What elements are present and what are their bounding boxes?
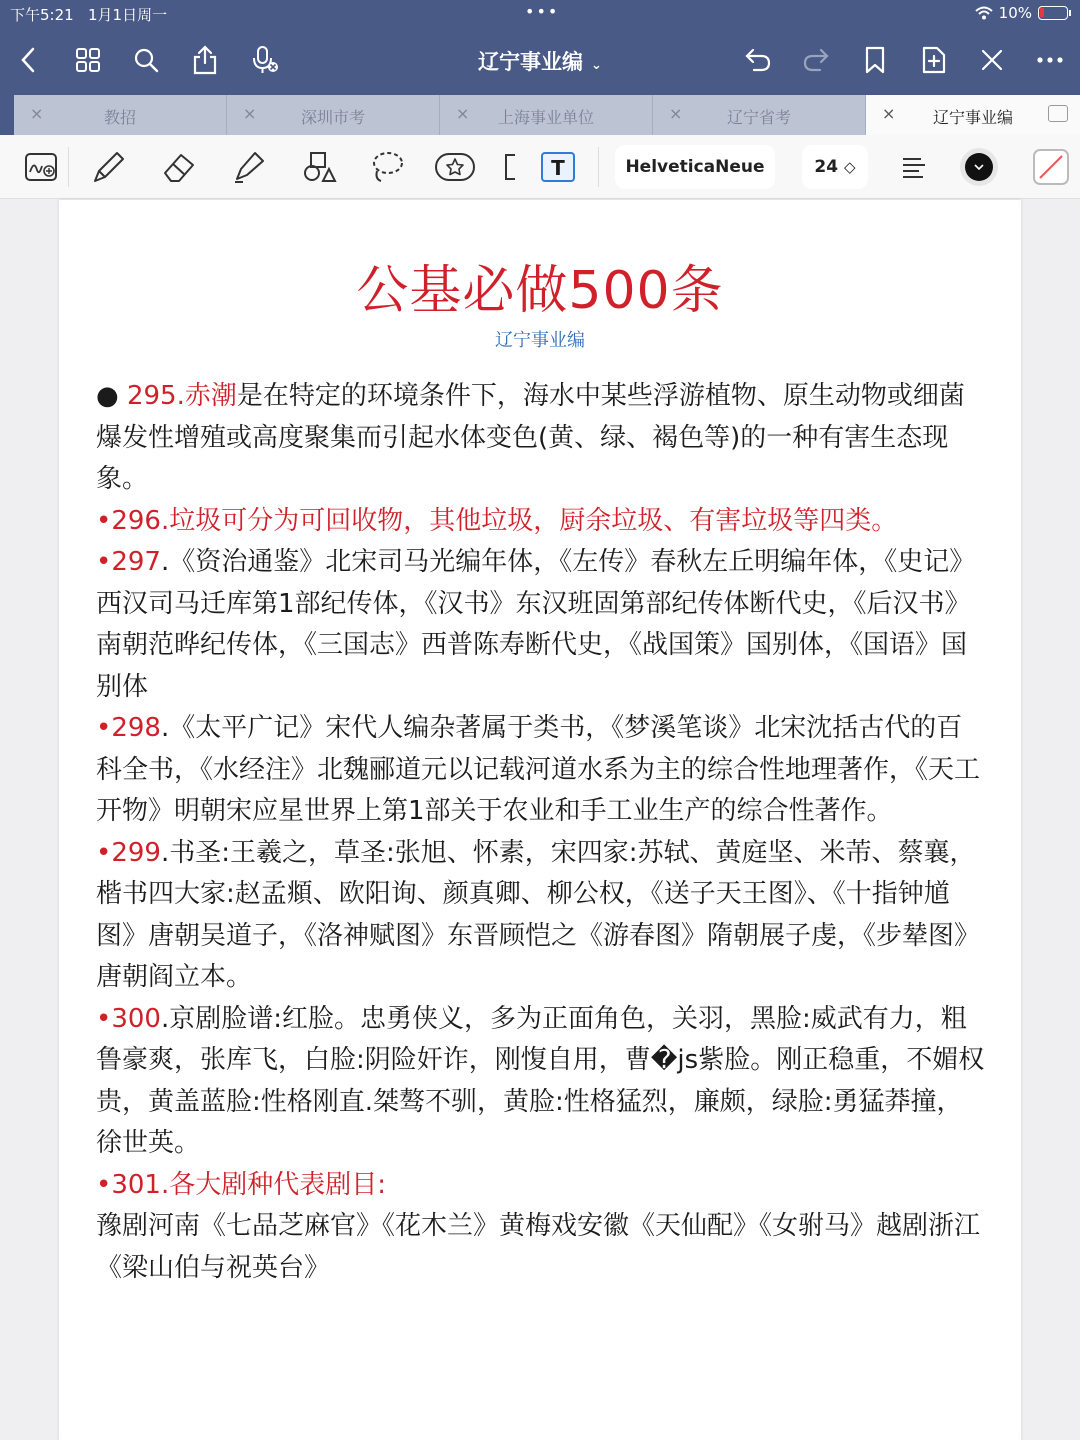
tab-label: 教招 — [103, 108, 136, 127]
tab-liaoning-provincial[interactable] — [653, 95, 866, 135]
handwriting-tool[interactable] — [20, 147, 62, 187]
image-tool[interactable] — [500, 147, 520, 187]
thumbnails-button[interactable] — [68, 40, 108, 80]
redo-button[interactable] — [796, 40, 836, 80]
color-picker-icon — [958, 146, 1000, 188]
eraser-icon — [161, 149, 197, 185]
text-align-button[interactable] — [893, 147, 935, 187]
status-bar — [0, 0, 1080, 30]
svg-text:T: T — [551, 156, 565, 180]
tab-close-icon[interactable]: × — [882, 104, 896, 123]
microphone-icon — [250, 45, 280, 75]
add-page-button[interactable] — [914, 40, 954, 80]
font-size-select[interactable]: 24 ◇ — [802, 145, 868, 189]
note-item-299: •299.书圣:王羲之，草圣:张旭、怀素，宋四家:苏轼、黄庭坚、米芾、蔡襄，楷书四大家:赵孟頫、欧阳询、颜真卿、柳公权，《送子天王图》、《十指钟馗图》唐朝吴道子，《洛神赋图》东晋顾恺之《游春图》隋朝展子虔，《步辇图》唐朝阎立本。 — [96, 837, 981, 992]
note-item-298: •298.《太平广记》宋代人编杂著属于类书，《梦溪笔谈》北宋沈括古代的百科全书，《水经注》北魏郦道元以记载河道水系为主的综合性地理著作，《天工开物》明朝宋应星世界上第1部关于农业和手工业生产的综合性著作。 — [96, 713, 981, 826]
multitask-dots[interactable]: ••• — [525, 2, 560, 21]
page-title: 公基必做500条 — [356, 261, 724, 321]
highlighter-tool[interactable] — [228, 147, 270, 187]
tab-bar — [0, 95, 1080, 135]
search-icon — [133, 47, 159, 73]
shape-tool[interactable] — [298, 147, 340, 187]
chevron-updown-icon: ◇ — [844, 158, 856, 176]
undo-button[interactable] — [738, 40, 778, 80]
tab-label: 深圳市考 — [300, 108, 365, 127]
tab-label: 上海事业单位 — [497, 108, 594, 127]
tab-jiaozhao[interactable] — [14, 95, 227, 135]
pen-icon — [91, 149, 127, 185]
tab-close-icon[interactable]: × — [456, 104, 470, 123]
chevron-left-icon — [20, 47, 36, 73]
grid-icon — [75, 47, 101, 73]
note-item-297: •297.《资治通鉴》北宋司马光编年体，《左传》春秋左丘明编年体，《史记》西汉司马迁库第1部纪传体，《汉书》东汉班固第部纪传体断代史，《后汉书》南朝范晔纪传体，《三国志》西普陈寿断代史，《战国策》国别体，《国语》国别体 — [96, 547, 976, 702]
sticker-tool[interactable] — [434, 147, 476, 187]
toolbar-separator — [68, 147, 69, 187]
tab-shanghai[interactable] — [440, 95, 653, 135]
chevron-down-icon: ⌄ — [591, 58, 602, 73]
font-family-select[interactable]: HelveticaNeue — [615, 145, 775, 189]
shapes-icon — [301, 149, 337, 185]
annotation-toolbar — [0, 135, 1080, 199]
mic-off-button[interactable] — [245, 40, 285, 80]
redo-icon — [802, 47, 830, 73]
lasso-tool[interactable] — [366, 147, 408, 187]
nav-bar — [0, 30, 1080, 92]
back-button[interactable] — [8, 40, 48, 80]
note-item-301-detail: 豫剧河南《七品芝麻官》《花木兰》黄梅戏安徽《天仙配》《女驸马》越剧浙江《梁山伯与祝英台》 — [96, 1211, 981, 1283]
search-button[interactable] — [126, 40, 166, 80]
tab-label: 辽宁事业编 — [932, 108, 1013, 127]
sticker-icon — [434, 151, 476, 183]
document-title-menu[interactable]: 辽宁事业编 ⌄ — [478, 50, 602, 74]
image-icon — [503, 151, 517, 183]
note-item-300: •300.京剧脸谱:红脸。忠勇侠义，多为正面角色，关羽，黑脸:威武有力，粗鲁豪爽，张库飞，白脸:阴险奸诈，刚愎自用，曹�js紫脸。刚正稳重，不媚权贵，黄盖蓝脸:性格刚直.桀骜不驯，黄脸:性格猛烈，廉颇，绿脸:勇猛莽撞，徐世英。 — [96, 1003, 985, 1158]
document-body — [96, 376, 986, 1289]
pen-tool[interactable] — [88, 147, 130, 187]
tab-liaoning-active[interactable] — [866, 95, 1080, 135]
close-pen-icon — [979, 47, 1005, 73]
tab-shenzhen[interactable] — [227, 95, 440, 135]
page-subtitle: 辽宁事业编 — [495, 330, 585, 351]
align-left-icon — [901, 156, 927, 178]
tab-label: 辽宁省考 — [726, 108, 791, 127]
split-view-icon[interactable] — [1048, 105, 1068, 122]
top-bar — [0, 0, 1080, 95]
note-item-295: ● 295.赤潮是在特定的环境条件下，海水中某些浮游植物、原生动物或细菌爆发性增殖或高度聚集而引起水体变色(黄、绿、褐色等)的一种有害生态现象。 — [96, 381, 965, 494]
share-icon — [192, 45, 218, 75]
eraser-tool[interactable] — [158, 147, 200, 187]
fill-color-button[interactable] — [1030, 147, 1072, 187]
no-fill-icon — [1032, 148, 1070, 186]
battery-icon — [1038, 6, 1068, 20]
tab-close-icon[interactable]: × — [669, 104, 683, 123]
more-icon — [1036, 56, 1064, 64]
handwriting-icon — [24, 152, 58, 182]
close-tools-button[interactable] — [972, 40, 1012, 80]
document-page — [59, 200, 1021, 1440]
status-time: 下午5:21 1月1日周一 — [10, 6, 168, 24]
note-item-301: •301.各大剧种代表剧目: — [96, 1169, 386, 1200]
tab-close-icon[interactable]: × — [243, 104, 257, 123]
highlighter-icon — [231, 149, 267, 185]
tab-close-icon[interactable]: × — [30, 104, 44, 123]
note-item-296: •296.垃圾可分为可回收物，其他垃圾，厨余垃圾、有害垃圾等四类。 — [96, 505, 898, 536]
status-right — [975, 4, 1068, 22]
text-icon — [539, 150, 577, 184]
text-tool[interactable] — [537, 147, 579, 187]
lasso-icon — [369, 149, 405, 185]
toolbar-separator — [598, 147, 599, 187]
wifi-icon — [975, 6, 993, 20]
share-button[interactable] — [185, 40, 225, 80]
text-color-button[interactable] — [958, 147, 1000, 187]
add-page-icon — [921, 45, 947, 75]
more-button[interactable] — [1030, 40, 1070, 80]
undo-icon — [744, 47, 772, 73]
bookmark-button[interactable] — [855, 40, 895, 80]
bookmark-icon — [864, 46, 886, 74]
battery-percent: 10% — [998, 4, 1032, 22]
